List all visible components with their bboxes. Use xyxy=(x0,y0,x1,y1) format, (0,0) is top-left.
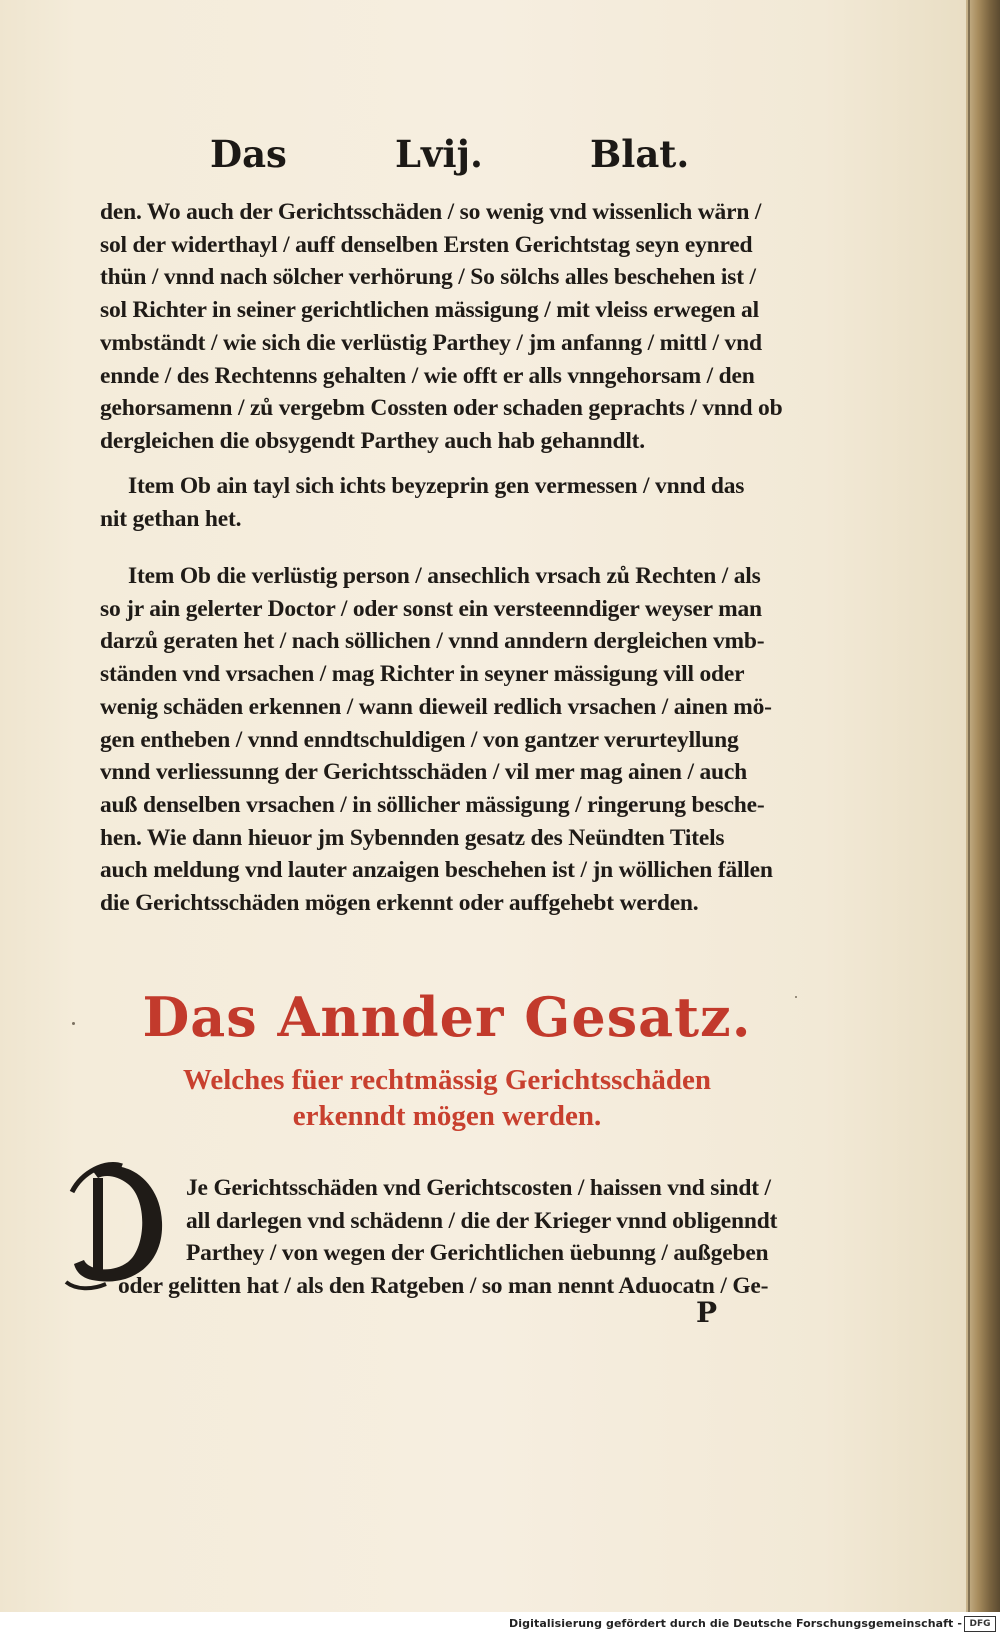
page-header xyxy=(210,132,690,182)
catchword: P xyxy=(696,1296,718,1329)
section-subtitle xyxy=(100,1062,794,1134)
ink-speck xyxy=(795,996,797,998)
text-line: gehorsamenn / zů vergebm Cossten oder schaden geprachts / vnnd ob xyxy=(100,395,783,422)
text-line: Item Ob ain tayl sich ichts beyzeprin gen vermessen / vnnd das xyxy=(128,473,745,499)
text-line: ennde / des Rechtenns gehalten / wie offt er alls vnngehorsam / den xyxy=(100,362,755,389)
text-line: den. Wo auch der Gerichtsschäden / so wenig vnd wissenlich wärn / xyxy=(100,199,762,225)
text-line: all darlegen vnd schädenn / die der Krieger vnnd obligenndt xyxy=(186,1207,778,1234)
footer-credit: Digitalisierung gefördert durch die Deutsche Forschungsgemeinschaft - xyxy=(509,1617,962,1630)
text-line: vnnd verliessunng der Gerichtsschäden / vil mer mag ainen / auch xyxy=(100,759,747,786)
paragraph-3 xyxy=(100,560,794,920)
paragraph-4 xyxy=(100,1172,794,1303)
paragraph-1 xyxy=(100,196,794,458)
digitization-footer xyxy=(0,1612,1000,1634)
text-line: gen entheben / vnnd enndtschuldigen / von gantzer verurteyllung xyxy=(100,726,739,753)
text-line: darzů geraten het / nach söllichen / vnnd anndern dergleichen vmb- xyxy=(100,628,765,655)
text-line: vmbständt / wie sich die verlüstig Parthey / jm anfanng / mittl / vnd xyxy=(100,329,762,356)
text-line: Je Gerichtsschäden vnd Gerichtscosten / haissen vnd sindt / xyxy=(186,1175,771,1201)
subtitle-line: erkenndt mögen werden. xyxy=(292,1100,602,1132)
text-line: auch meldung vnd lauter anzaigen beschehen ist / jn wöllichen fällen xyxy=(100,857,773,884)
text-line: wenig schäden erkennen / wann dieweil redlich vrsachen / ainen mö- xyxy=(100,693,772,720)
text-line: Parthey / von wegen der Gerichtlichen üebunng / außgeben xyxy=(186,1240,769,1267)
paragraph-2 xyxy=(100,470,794,535)
text-line: dergleichen die obsygendt Parthey auch hab gehanndlt. xyxy=(100,427,645,454)
text-line: nit gethan het. xyxy=(100,505,242,532)
subtitle-line: Welches füer rechtmässig Gerichtsschäden xyxy=(182,1064,712,1096)
text-line: hen. Wie dann hieuor jm Sybennden gesatz des Neündten Titels xyxy=(100,824,725,851)
spine-edge xyxy=(968,0,970,1612)
text-line: thün / vnnd nach sölcher verhörung / So sölchs alles beschehen ist / xyxy=(100,264,756,291)
text-line: so jr ain gelerter Doctor / oder sonst ein versteenndiger weyser man xyxy=(100,595,762,622)
text-line: Item Ob die verlüstig person / ansechlich vrsach zů Rechten / als xyxy=(128,563,761,589)
text-line: sol Richter in seiner gerichtlichen mässigung / mit vleiss erwegen al xyxy=(100,297,759,324)
header-right: Blat. xyxy=(590,132,690,176)
header-left: Das xyxy=(210,132,287,176)
folio-number: Lvij. xyxy=(395,132,483,176)
text-line: ständen vnd vrsachen / mag Richter in seyner mässigung vill oder xyxy=(100,661,745,688)
ink-speck xyxy=(72,1022,75,1025)
text-line: sol der widerthayl / auff denselben Ersten Gerichtstag seyn eynred xyxy=(100,231,753,258)
book-spine xyxy=(966,0,1000,1612)
dfg-logo-icon: DFG xyxy=(964,1616,996,1632)
section-title: Das Annder Gesatz. xyxy=(142,985,752,1049)
text-line: auß denselben vrsachen / in söllicher mässigung / ringerung besche- xyxy=(100,791,765,818)
text-line: oder gelitten hat / als den Ratgeben / so man nennt Aduocatn / Ge- xyxy=(118,1273,769,1300)
text-line: die Gerichtsschäden mögen erkennt oder auffgehebt werden. xyxy=(100,890,699,917)
